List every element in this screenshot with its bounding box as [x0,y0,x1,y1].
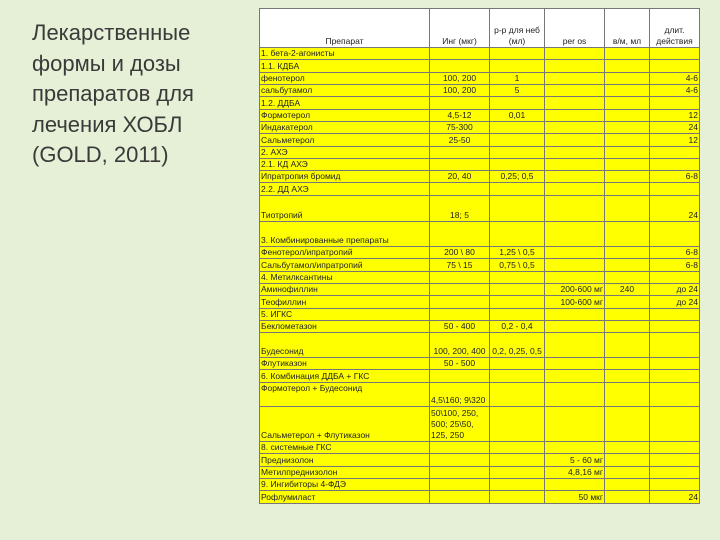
nebulizer-cell: 5 [490,84,545,96]
im-cell [605,247,650,259]
drug-cell: Флутиказон [260,357,430,369]
im-cell [605,308,650,320]
per-os-cell [545,97,605,109]
table-row [260,121,700,133]
nebulizer-cell: 0,01 [490,109,545,121]
im-cell [605,454,650,466]
inhaled-cell: 75-300 [430,121,490,133]
table-row [260,320,700,332]
drug-cell: фенотерол [260,72,430,84]
duration-cell [650,222,700,247]
nebulizer-cell [490,491,545,504]
per-os-cell [545,442,605,454]
header-nebulizer: р-р для неб (мл) [490,9,545,48]
drug-cell: Метилпреднизолон [260,466,430,478]
im-cell [605,146,650,158]
per-os-cell: 100-600 мг [545,296,605,308]
duration-cell [650,146,700,158]
duration-cell [650,60,700,72]
per-os-cell: 50 мкг [545,491,605,504]
drug-cell: 2.2. ДД АХЭ [260,183,430,195]
nebulizer-cell [490,466,545,478]
header-per-os: per os [545,9,605,48]
duration-cell: 24 [650,121,700,133]
duration-cell: 4-6 [650,72,700,84]
inhaled-cell [430,479,490,491]
drug-cell: 2.1. КД АХЭ [260,158,430,170]
duration-cell: 6-8 [650,171,700,183]
drug-cell: Сальбутамол/ипратропий [260,259,430,271]
per-os-cell: 200-600 мг [545,284,605,296]
inhaled-cell [430,271,490,283]
im-cell [605,109,650,121]
per-os-cell [545,48,605,60]
drug-cell: Сальметерол [260,134,430,146]
im-cell [605,382,650,407]
inhaled-cell [430,222,490,247]
per-os-cell [545,320,605,332]
drug-cell: Ипратропия бромид [260,171,430,183]
drug-cell: 8. системные ГКС [260,442,430,454]
duration-cell: 24 [650,195,700,222]
im-cell [605,333,650,358]
table-row [260,333,700,358]
table-row [260,491,700,504]
nebulizer-cell [490,382,545,407]
inhaled-cell: 100, 200 [430,84,490,96]
drug-cell: 4. Метилксантины [260,271,430,283]
im-cell [605,407,650,442]
per-os-cell [545,146,605,158]
nebulizer-cell [490,60,545,72]
table-row [260,109,700,121]
per-os-cell [545,222,605,247]
drug-cell: 6. Комбинация ДДБА + ГКС [260,370,430,382]
inhaled-cell [430,296,490,308]
nebulizer-cell [490,357,545,369]
duration-cell [650,158,700,170]
table-row [260,60,700,72]
per-os-cell [545,479,605,491]
inhaled-cell [430,466,490,478]
im-cell [605,121,650,133]
per-os-cell [545,247,605,259]
drug-dosage-table [259,8,700,504]
duration-cell: до 24 [650,284,700,296]
per-os-cell [545,370,605,382]
im-cell [605,479,650,491]
nebulizer-cell [490,121,545,133]
table-row [260,357,700,369]
nebulizer-cell [490,407,545,442]
table-row [260,183,700,195]
im-cell [605,442,650,454]
drug-cell: 1.1. КДБА [260,60,430,72]
nebulizer-cell [490,479,545,491]
nebulizer-cell [490,134,545,146]
per-os-cell [545,271,605,283]
per-os-cell [545,259,605,271]
nebulizer-cell [490,454,545,466]
im-cell [605,48,650,60]
inhaled-cell: 25-50 [430,134,490,146]
inhaled-cell: 4,5-12 [430,109,490,121]
per-os-cell [545,72,605,84]
duration-cell: 6-8 [650,247,700,259]
table-row [260,222,700,247]
table-row [260,382,700,407]
drug-cell: Теофиллин [260,296,430,308]
inhaled-cell [430,491,490,504]
nebulizer-cell: 1,25 \ 0,5 [490,247,545,259]
im-cell [605,171,650,183]
per-os-cell: 5 - 60 мг [545,454,605,466]
duration-cell [650,407,700,442]
table-row [260,479,700,491]
per-os-cell [545,171,605,183]
table-row [260,171,700,183]
im-cell [605,222,650,247]
drug-cell: Сальметерол + Флутиказон [260,407,430,442]
inhaled-cell: 200 \ 80 [430,247,490,259]
im-cell [605,271,650,283]
im-cell [605,466,650,478]
nebulizer-cell: 1 [490,72,545,84]
duration-cell: до 24 [650,296,700,308]
table-row [260,284,700,296]
duration-cell [650,308,700,320]
per-os-cell [545,109,605,121]
im-cell [605,320,650,332]
header-inhaled: Инг (мкг) [430,9,490,48]
drug-cell: Тиотропий [260,195,430,222]
table-row [260,259,700,271]
duration-cell: 24 [650,491,700,504]
nebulizer-cell [490,158,545,170]
nebulizer-cell [490,146,545,158]
table-header-row [260,9,700,48]
per-os-cell [545,134,605,146]
duration-cell: 6-8 [650,259,700,271]
duration-cell: 4-6 [650,84,700,96]
duration-cell: 12 [650,109,700,121]
table-row [260,442,700,454]
drug-cell: 9. Ингибиторы 4-ФДЭ [260,479,430,491]
im-cell [605,84,650,96]
slide-title: Лекарственные формы и дозы препаратов для лечения ХОБЛ (GOLD, 2011) [32,20,194,167]
per-os-cell [545,60,605,72]
inhaled-cell: 100, 200 [430,72,490,84]
inhaled-cell [430,308,490,320]
duration-cell [650,357,700,369]
im-cell [605,259,650,271]
inhaled-cell: 20, 40 [430,171,490,183]
nebulizer-cell: 0,25; 0,5 [490,171,545,183]
inhaled-cell [430,442,490,454]
drug-cell: сальбутамол [260,84,430,96]
drug-cell: Аминофиллин [260,284,430,296]
header-duration: длит. действия [650,9,700,48]
duration-cell [650,333,700,358]
inhaled-cell [430,370,490,382]
drug-cell: Будесонид [260,333,430,358]
inhaled-cell [430,48,490,60]
duration-cell [650,454,700,466]
inhaled-cell: 50 - 400 [430,320,490,332]
table-row [260,195,700,222]
duration-cell [650,271,700,283]
inhaled-cell: 50 - 500 [430,357,490,369]
per-os-cell [545,84,605,96]
im-cell [605,72,650,84]
nebulizer-cell [490,308,545,320]
inhaled-cell [430,158,490,170]
table-row [260,296,700,308]
inhaled-cell [430,146,490,158]
im-cell [605,296,650,308]
duration-cell [650,183,700,195]
table-row [260,454,700,466]
im-cell [605,370,650,382]
table-row [260,247,700,259]
per-os-cell [545,357,605,369]
table-row [260,370,700,382]
im-cell [605,158,650,170]
per-os-cell: 4,8,16 мг [545,466,605,478]
table-row [260,72,700,84]
drug-cell: 2. АХЭ [260,146,430,158]
table-row [260,146,700,158]
nebulizer-cell [490,370,545,382]
drug-cell: Формотерол [260,109,430,121]
per-os-cell [545,308,605,320]
nebulizer-cell: 0,2 - 0,4 [490,320,545,332]
nebulizer-cell [490,48,545,60]
drug-cell: 1.2. ДДБА [260,97,430,109]
duration-cell: 12 [650,134,700,146]
im-cell [605,97,650,109]
duration-cell [650,442,700,454]
drug-cell: 5. ИГКС [260,308,430,320]
duration-cell [650,370,700,382]
inhaled-cell [430,454,490,466]
table-row [260,134,700,146]
drug-cell: Индакатерол [260,121,430,133]
per-os-cell [545,333,605,358]
inhaled-cell: 75 \ 15 [430,259,490,271]
table-row [260,48,700,60]
duration-cell [650,97,700,109]
nebulizer-cell [490,284,545,296]
table-row [260,308,700,320]
drug-cell: Рофлумиласт [260,491,430,504]
duration-cell [650,320,700,332]
table-row [260,158,700,170]
table-row [260,84,700,96]
nebulizer-cell [490,222,545,247]
duration-cell [650,382,700,407]
nebulizer-cell [490,97,545,109]
per-os-cell [545,195,605,222]
inhaled-cell: 18; 5 [430,195,490,222]
im-cell [605,60,650,72]
duration-cell [650,48,700,60]
table-row [260,407,700,442]
nebulizer-cell [490,442,545,454]
per-os-cell [545,121,605,133]
per-os-cell [545,158,605,170]
drug-cell: Фенотерол/ипратропий [260,247,430,259]
im-cell [605,195,650,222]
nebulizer-cell [490,296,545,308]
drug-cell: 1. бета-2-агонисты [260,48,430,60]
nebulizer-cell [490,271,545,283]
im-cell [605,491,650,504]
duration-cell [650,479,700,491]
per-os-cell [545,183,605,195]
inhaled-cell [430,284,490,296]
duration-cell [650,466,700,478]
inhaled-cell [430,97,490,109]
drug-cell: 3. Комбинированные препараты [260,222,430,247]
drug-cell: Беклометазон [260,320,430,332]
nebulizer-cell [490,183,545,195]
nebulizer-cell: 0,75 \ 0,5 [490,259,545,271]
nebulizer-cell: 0,2, 0,25, 0,5 [490,333,545,358]
im-cell: 240 [605,284,650,296]
header-drug: Препарат [260,9,430,48]
im-cell [605,357,650,369]
table-row [260,466,700,478]
per-os-cell [545,407,605,442]
inhaled-cell: 4,5\160; 9\320 [430,382,490,407]
nebulizer-cell [490,195,545,222]
table-row [260,271,700,283]
inhaled-cell [430,183,490,195]
per-os-cell [545,382,605,407]
header-im: в/м, мл [605,9,650,48]
im-cell [605,183,650,195]
inhaled-cell [430,60,490,72]
inhaled-cell: 50\100, 250, 500; 25\50, 125, 250 [430,407,490,442]
drug-cell: Преднизолон [260,454,430,466]
inhaled-cell: 100, 200, 400 [430,333,490,358]
table-row [260,97,700,109]
im-cell [605,134,650,146]
drug-cell: Формотерол + Будесонид [260,382,430,407]
